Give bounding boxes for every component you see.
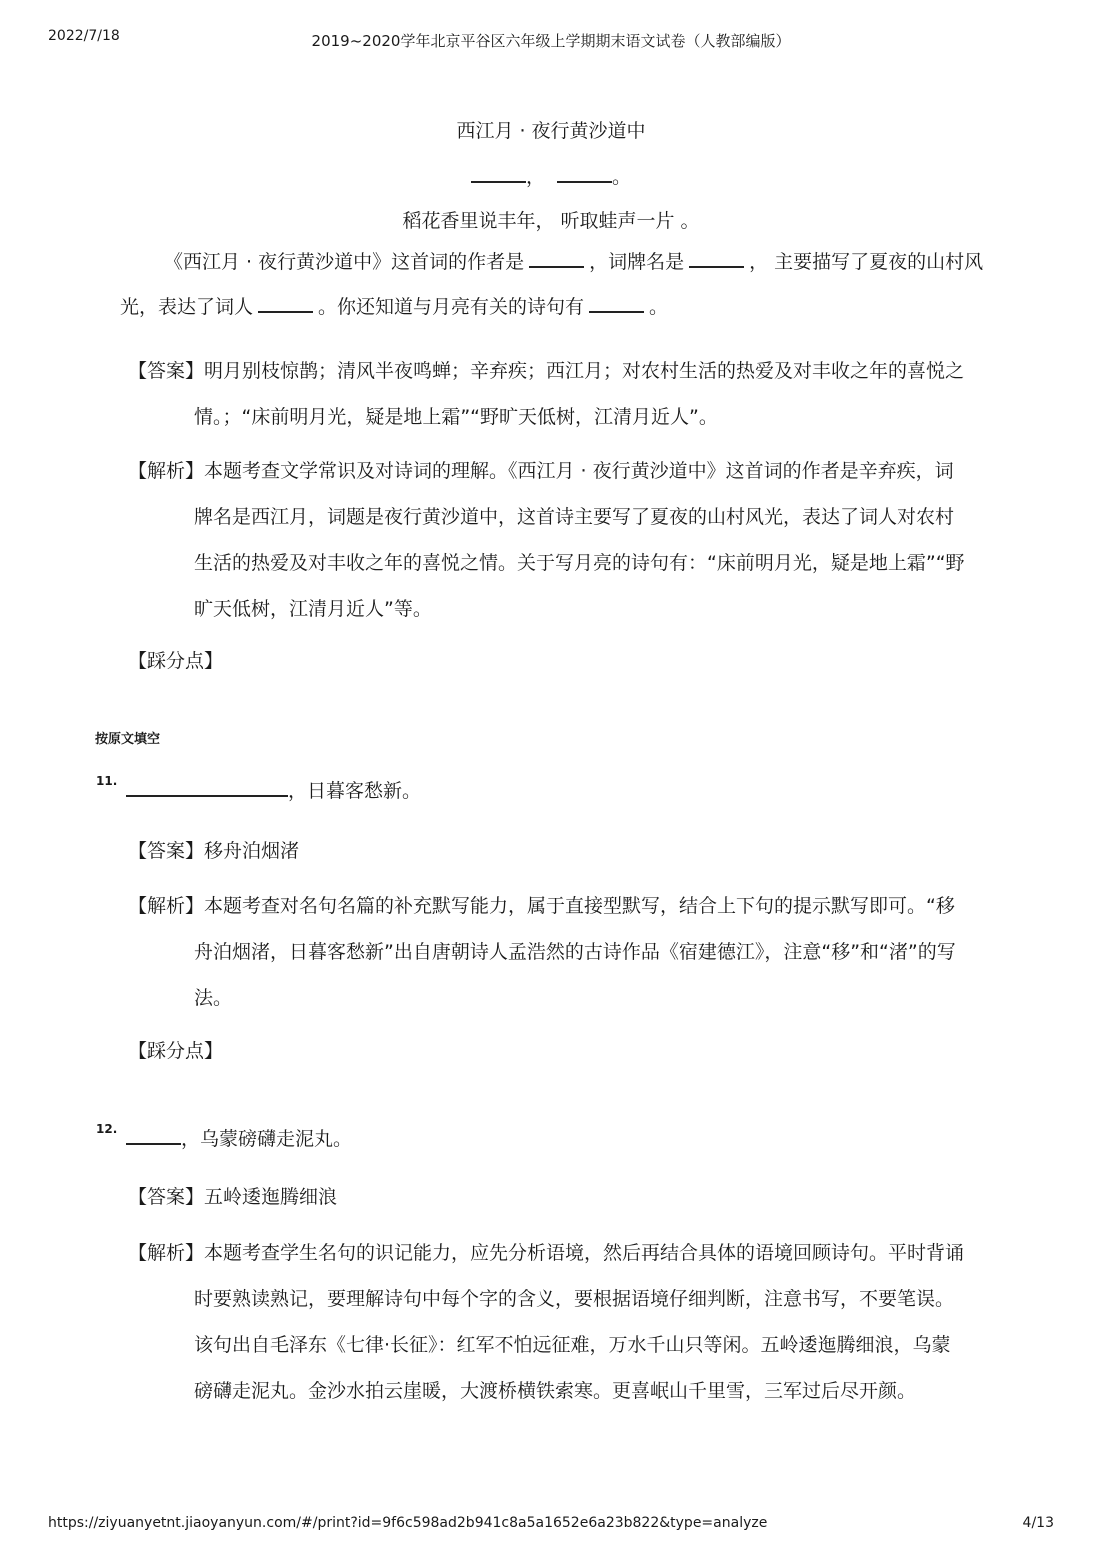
answer-label: 【答案】 [128,360,205,382]
q12-text: ，乌蒙磅礴走泥丸。 [181,1128,353,1150]
blank[interactable] [258,293,313,313]
analysis-text: 舟泊烟渚，日暮客愁新”出自唐朝诗人孟浩然的古诗作品《宿建德江》，注意“移”和“渚”的写 [194,941,956,963]
q10-analysis [128,448,1008,632]
q11-question [126,776,421,803]
q12-question [126,1124,352,1151]
q11-answer [128,828,1008,874]
analysis-label: 【解析】 [128,895,205,917]
analysis-label: 【解析】 [128,1242,205,1264]
footer-page-number: 4/13 [1022,1515,1054,1531]
q12-answer [128,1174,1008,1220]
blank[interactable] [557,163,612,183]
q10-text: ， 主要描写了夏夜的山村风 [749,251,984,273]
poem-line1-end: 。 [612,166,632,188]
q11-text: ，日暮客愁新。 [288,780,422,802]
analysis-text: 磅礴走泥丸。金沙水拍云崖暖，大渡桥横铁索寒。更喜岷山千里雪，三军过后尽开颜。 [194,1380,917,1402]
blank[interactable] [471,163,526,183]
answer-text: 五岭逶迤腾细浪 [204,1186,338,1208]
analysis-text: 生活的热爱及对丰收之年的喜悦之情。关于写月亮的诗句有：“床前明月光，疑是地上霜”“野 [194,552,965,574]
question-number: 12. [96,1122,118,1136]
blank[interactable] [529,248,584,268]
q11-points: 【踩分点】 [128,1040,224,1062]
analysis-label: 【解析】 [128,460,205,482]
q10-points: 【踩分点】 [128,650,224,672]
q11-analysis [128,883,1008,1021]
poem-title: 西江月 · 夜行黄沙道中 [456,120,646,142]
blank[interactable] [589,293,644,313]
answer-text: 情。；“床前明月光，疑是地上霜”“野旷天低树，江清月近人”。 [194,406,718,428]
poem-line1 [0,162,1102,189]
q10-text: 光，表达了词人 [120,296,254,318]
answer-text: 移舟泊烟渚 [204,840,300,862]
answer-label: 【答案】 [128,840,205,862]
footer-url: https://ziyuanyetnt.jiaoyanyun.com/#/print?id=9f6c598ad2b941c8a5a1652e6a23b822&type=analyze [48,1515,768,1531]
poem-line1-sep: ， [525,166,545,188]
analysis-text: 该句出自毛泽东《七律·长征》：红军不怕远征难，万水千山只等闲。五岭逶迤腾细浪，乌蒙 [194,1334,951,1356]
analysis-text: 本题考查对名句名篇的补充默写能力，属于直接型默写，结合上下句的提示默写即可。“移 [204,895,955,917]
blank[interactable] [126,1125,181,1145]
q12-analysis [128,1230,1008,1414]
analysis-text: 本题考查学生名句的识记能力，应先分析语境，然后再结合具体的语境回顾诗句。平时背诵 [204,1242,965,1264]
header-date: 2022/7/18 [48,28,120,44]
q10-paragraph-line1 [164,240,983,285]
q10-text: 。 [649,296,669,318]
q10-text: 《西江月 · 夜行黄沙道中》这首词的作者是 [164,251,525,273]
analysis-text: 时要熟读熟记，要理解诗句中每个字的含义，要根据语境仔细判断，注意书写，不要笔误。 [194,1288,955,1310]
q10-paragraph-line2 [120,285,668,330]
poem-line2: 稻花香里说丰年， 听取蛙声一片 。 [402,210,700,232]
question-number: 11. [96,774,118,788]
answer-label: 【答案】 [128,1186,205,1208]
analysis-text: 牌名是西江月，词题是夜行黄沙道中，这首诗主要写了夏夜的山村风光，表达了词人对农村 [194,506,955,528]
blank[interactable] [126,777,288,797]
header-title: 2019~2020学年北京平谷区六年级上学期期末语文试卷（人教部编版） [311,32,791,50]
analysis-text: 法。 [194,987,233,1009]
q10-answer [128,348,1008,440]
analysis-text: 本题考查文学常识及对诗词的理解。《西江月 · 夜行黄沙道中》这首词的作者是辛弃疾，词 [204,460,954,482]
analysis-text: 旷天低树，江清月近人”等。 [194,598,432,620]
q10-text: ，词牌名是 [589,251,685,273]
blank[interactable] [689,248,744,268]
answer-text: 明月别枝惊鹊；清风半夜鸣蝉；辛弃疾；西江月；对农村生活的热爱及对丰收之年的喜悦之 [204,360,965,382]
section-label: 按原文填空 [95,732,161,747]
q10-text: 。你还知道与月亮有关的诗句有 [318,296,585,318]
